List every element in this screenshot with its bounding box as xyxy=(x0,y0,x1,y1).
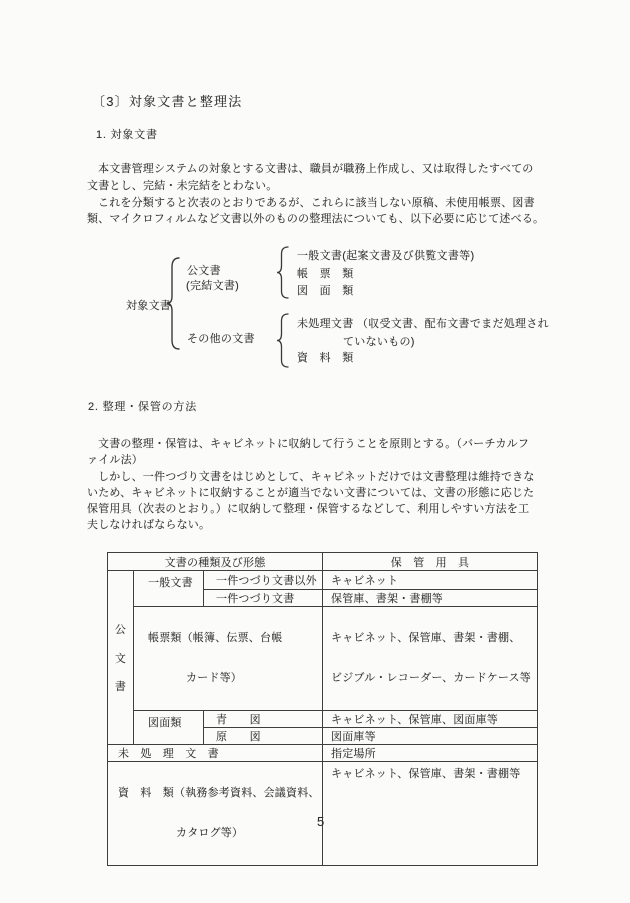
cell-line: カタログ等） xyxy=(176,826,244,839)
cell-line: 資 料 類（執務参考資料、会議資料、 xyxy=(118,787,320,799)
section-2-paragraph xyxy=(87,436,535,534)
brace-icon xyxy=(276,313,290,368)
cell-line: ビジブル・レコーダー、カードケース等 xyxy=(331,671,531,684)
cell-drawings: 図面類 xyxy=(134,711,204,745)
branch1-sublabel: (完結文書) xyxy=(186,280,240,292)
text-line: 本文書管理システムの対象とする文書は、職員が職務上作成し、又は取得したすべての xyxy=(98,163,534,175)
brace-icon xyxy=(276,246,290,299)
section-2-heading: 2. 整理・保管の方法 xyxy=(88,401,198,413)
cell-subtype: 一件つづり文書 xyxy=(204,590,323,607)
branch2-item: 資 料 類 xyxy=(297,352,354,364)
text-line: 夫しなければならない。 xyxy=(87,519,211,532)
vertical-char: 公 xyxy=(114,624,127,637)
section-1-paragraph xyxy=(87,161,544,228)
text-line: これを分類すると次表のとおりであるが、これらに該当しない原稿、未使用帳票、図書 xyxy=(98,196,535,209)
cell-line: カード等） xyxy=(186,671,242,684)
branch1-item: 帳 票 類 xyxy=(297,268,354,280)
branch1-label: 公文書 xyxy=(187,265,221,277)
table-header-row xyxy=(108,553,538,571)
cell-storage-tool: 保管庫、書架・書棚等 xyxy=(323,590,538,607)
cell-storage-tool: キャビネット、保管庫、書架・書棚等 xyxy=(323,762,538,866)
branch2-label: その他の文書 xyxy=(187,333,255,345)
vertical-char: 書 xyxy=(114,680,127,693)
diagram-root-label: 対象文書 xyxy=(126,300,172,312)
table-row xyxy=(108,571,538,590)
cell-ledger-forms xyxy=(134,607,323,711)
text-line: いため、キャビネットに収納することが適当でない文書については、文書の形態に応じた xyxy=(87,486,535,499)
text-line: 保管用具（次表のとおり。）に収納して整理・保管するなどして、利用しやすい方法を工 xyxy=(87,503,530,516)
cell-line: 帳票類（帳簿、伝票、台帳 xyxy=(148,632,283,644)
text-line: 文書とし、完結・未完結をとわない。 xyxy=(87,179,278,192)
cell-line: キャビネット、保管庫、書架・書棚、 xyxy=(331,632,521,644)
cell-subtype: 原 図 xyxy=(204,728,323,745)
cell-subtype: 一件つづり文書以外 xyxy=(204,571,323,590)
cell-storage-tool: キャビネット、保管庫、図面庫等 xyxy=(323,711,538,728)
table-row xyxy=(108,711,538,728)
header-cell-document-type: 文書の種類及び形態 xyxy=(108,553,323,571)
cell-storage-tool: キャビネット xyxy=(323,571,538,590)
branch2-item-continuation: ていないもの) xyxy=(343,336,415,348)
text-line: しかし、一件つづり文書をはじめとして、キャビネットだけでは文書整理は維持できな xyxy=(98,470,535,483)
table-row xyxy=(108,607,538,711)
text-line: 文書の整理・保管は、キャビネットに収納して行うことを原則とする。（バーチカルフ xyxy=(98,438,530,450)
text-line: 類、マイクロフィルムなど文書以外のものの整理法についても、以下必要に応じて述べる。 xyxy=(87,213,545,226)
cell-subtype: 青 図 xyxy=(204,711,323,728)
branch1-item: 一般文書(起案文書及び供覧文書等) xyxy=(297,250,475,262)
cell-unprocessed-documents: 未 処 理 文 書 xyxy=(108,745,323,762)
section-1-heading: 1. 対象文書 xyxy=(96,129,158,141)
cell-reference-materials xyxy=(108,762,323,866)
cell-storage-tool xyxy=(323,607,538,711)
page-number: 5 xyxy=(317,814,325,829)
branch2-item: 未処理文書 （収受文書、配布文書でまだ処理され xyxy=(297,318,549,330)
vertical-char: 文 xyxy=(114,652,127,665)
cell-storage-tool: 図面庫等 xyxy=(323,728,538,745)
cell-general-documents: 一般文書 xyxy=(134,571,204,607)
brace-icon xyxy=(166,257,181,350)
page-title: 〔3〕対象文書と整理法 xyxy=(92,94,243,109)
text-line: ァイル法） xyxy=(87,454,143,467)
cell-storage-tool: 指定場所 xyxy=(323,745,538,762)
branch1-item: 図 面 類 xyxy=(297,285,354,297)
header-cell-storage-tool: 保 管 用 具 xyxy=(323,553,538,571)
table-row xyxy=(108,745,538,762)
vertical-label-official-documents xyxy=(108,571,134,745)
